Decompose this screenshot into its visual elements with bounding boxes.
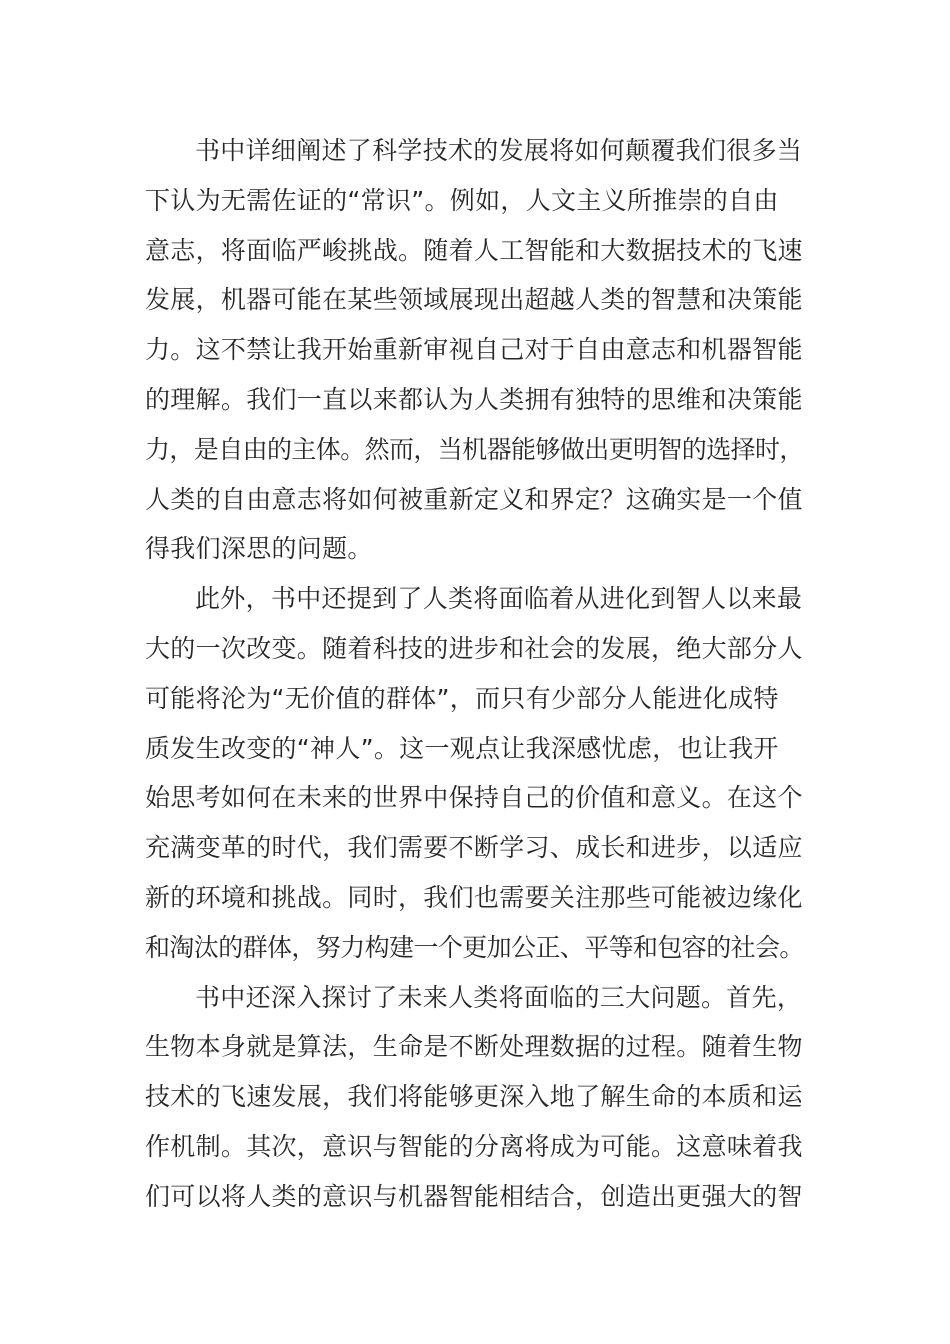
text-line: 生物本身就是算法，生命是不断处理数据的过程。随着生物 — [145, 1032, 803, 1062]
text-line: 始思考如何在未来的世界中保持自己的价值和意义。在这个 — [145, 783, 803, 813]
text-line: 和淘汰的群体，努力构建一个更加公正、平等和包容的社会。 — [145, 932, 804, 962]
text-line: 力，是自由的主体。然而，当机器能够做出更明智的选择时， — [145, 434, 804, 464]
text-line: 书中还深入探讨了未来人类将面临的三大问题。首先， — [195, 982, 803, 1012]
text-line: 的理解。我们一直以来都认为人类拥有独特的思维和决策能 — [145, 384, 803, 414]
text-line: 大的一次改变。随着科技的进步和社会的发展，绝大部分人 — [145, 633, 803, 663]
text-line: 书中详细阐述了科学技术的发展将如何颠覆我们很多当 — [195, 136, 803, 165]
text-line: 作机制。其次，意识与智能的分离将成为可能。这意味着我 — [145, 1131, 803, 1161]
text-line: 新的环境和挑战。同时，我们也需要关注那些可能被边缘化 — [145, 882, 803, 912]
text-line: 人类的自由意志将如何被重新定义和界定？这确实是一个值 — [145, 484, 803, 514]
text-line: 技术的飞速发展，我们将能够更深入地了解生命的本质和运 — [145, 1082, 803, 1112]
text-line: 发展，机器可能在某些领域展现出超越人类的智慧和决策能 — [145, 285, 803, 315]
text-line: 充满变革的时代，我们需要不断学习、成长和进步，以适应 — [145, 833, 803, 863]
text-line: 此外，书中还提到了人类将面临着从进化到智人以来最 — [195, 584, 803, 614]
body-text — [145, 126, 805, 1222]
text-line: 们可以将人类的意识与机器智能相结合，创造出更强大的智 — [145, 1181, 803, 1211]
text-line: 可能将沦为“无价值的群体”，而只有少部分人能进化成特 — [145, 683, 779, 713]
text-line: 得我们深思的问题。 — [145, 534, 373, 564]
text-line: 质发生改变的“神人”。这一观点让我深感忧虑，也让我开 — [145, 733, 779, 763]
text-line: 力。这不禁让我开始重新审视自己对于自由意志和机器智能 — [145, 335, 803, 365]
text-line: 下认为无需佐证的“常识”。例如，人文主义所推崇的自由 — [145, 185, 779, 215]
text-line: 意志，将面临严峻挑战。随着人工智能和大数据技术的飞速 — [145, 235, 803, 265]
